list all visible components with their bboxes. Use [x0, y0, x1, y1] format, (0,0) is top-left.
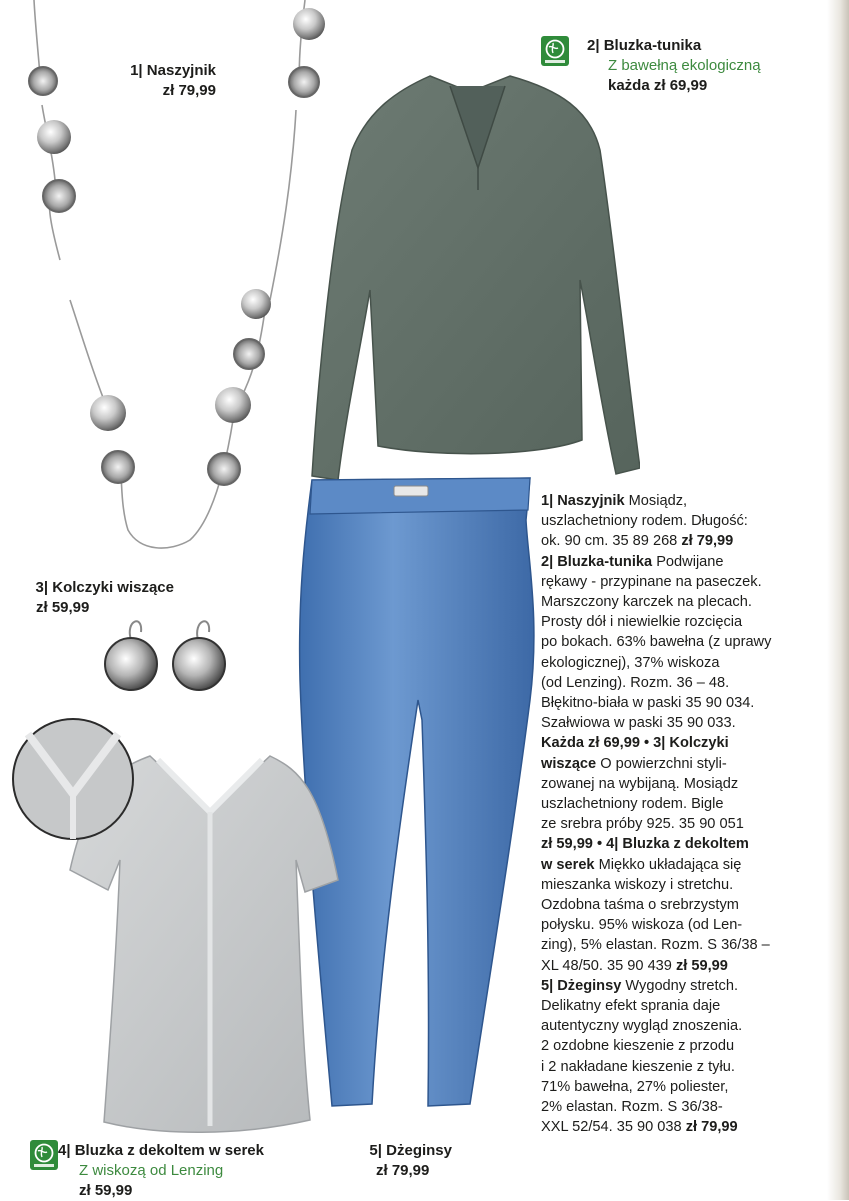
necklace-name: Naszyjnik	[146, 62, 216, 79]
jeggings-price: zł 79,99	[376, 1162, 430, 1179]
description-line	[541, 572, 796, 592]
description-text: połysku. 95% wiskoza (od Len-	[541, 917, 743, 934]
description-line	[541, 834, 796, 854]
blouse-price: zł 59,99	[79, 1182, 133, 1199]
description-text: i 2 nakładane kieszenie z tyłu.	[541, 1058, 735, 1075]
description-text: Błękitno-biała w paski 35 90 034.	[541, 695, 755, 712]
description-line	[541, 511, 796, 531]
description-text: autentyczny wygląd znoszenia.	[541, 1018, 743, 1035]
earrings-price: zł 59,99	[36, 599, 90, 616]
jeggings-label	[330, 1141, 452, 1181]
description-text: zing), 5% elastan. Rozm. S 36/38 –	[541, 937, 770, 954]
description-text: rękawy - przypinane na paseczek.	[541, 573, 762, 590]
description-line	[541, 1077, 796, 1097]
earrings-image	[95, 610, 235, 700]
description-text: Delikatny efekt sprania daje	[541, 998, 721, 1015]
description-text: XXL 52/54. 35 90 038	[541, 1119, 686, 1136]
eco-badge-tunic	[541, 36, 569, 66]
necklace-medallion	[293, 8, 325, 40]
description-text: Podwijane	[652, 553, 724, 570]
description-bold-text: zł 59,99 • 4| Bluzka z dekoltem	[541, 836, 749, 853]
description-text: Prosty dół i niewielkie rozcięcia	[541, 614, 743, 631]
description-text: Marszczony karczek na plecach.	[541, 594, 752, 611]
description-line	[541, 976, 796, 996]
description-text: 71% bawełna, 27% poliester,	[541, 1078, 729, 1095]
description-text: Mosiądz,	[624, 493, 688, 509]
description-text: ze srebra próby 925. 35 90 051	[541, 816, 744, 833]
description-text: ok. 90 cm. 35 89 268	[541, 533, 682, 550]
necklace-crystal	[43, 180, 75, 212]
blouse-detail-circle	[8, 714, 138, 844]
blouse-subtitle: Z wiskozą od Lenzing	[79, 1162, 224, 1179]
description-text: (od Lenzing). Rozm. 36 – 48.	[541, 674, 730, 691]
necklace-medallion	[37, 120, 71, 154]
tunic-number: 2|	[587, 37, 600, 54]
description-text: Wygodny stretch.	[621, 977, 738, 994]
necklace-crystal	[102, 451, 134, 483]
necklace-medallion	[215, 387, 251, 423]
description-bold-text: zł 59,99	[675, 957, 728, 974]
description-line	[541, 673, 796, 693]
necklace-crystal	[234, 339, 264, 369]
description-line	[541, 653, 796, 673]
description-line	[541, 552, 796, 572]
tunic-name: Bluzka-tunika	[603, 37, 702, 54]
description-text: O powierzchni styli-	[596, 755, 727, 772]
description-bold-text: 1| Naszyjnik	[541, 493, 625, 509]
description-line	[541, 733, 796, 753]
necklace-label	[60, 61, 216, 101]
product-description	[541, 491, 796, 1138]
description-line	[541, 915, 796, 935]
necklace-medallion	[241, 289, 271, 319]
necklace-price: zł 79,99	[162, 82, 216, 99]
earrings-label	[0, 578, 174, 618]
description-bold-text: 2| Bluzka-tunika	[541, 553, 653, 570]
description-line	[541, 1036, 796, 1056]
jeggings-number: 5|	[369, 1142, 382, 1159]
description-bold-text: Każda zł 69,99 • 3| Kolczyki	[541, 735, 729, 752]
description-line	[541, 1016, 796, 1036]
earring-left	[105, 638, 157, 690]
description-bold-text: wiszące	[541, 755, 597, 772]
description-line	[541, 1097, 796, 1117]
description-line	[541, 612, 796, 632]
description-line	[541, 895, 796, 915]
description-text: zowanej na wybijaną. Mosiądz	[541, 775, 739, 792]
description-text: 2% elastan. Rozm. S 36/38-	[541, 1099, 723, 1116]
description-text: mieszanka wiskozy i stretchu.	[541, 876, 734, 893]
description-line	[541, 996, 796, 1016]
description-text: uszlachetniony rodem. Długość:	[541, 513, 748, 530]
description-line	[541, 693, 796, 713]
description-line	[541, 632, 796, 652]
necklace-medallion	[90, 395, 126, 431]
blouse-label	[58, 1141, 318, 1201]
necklace-number: 1|	[130, 62, 143, 79]
description-text: 2 ozdobne kieszenie z przodu	[541, 1038, 735, 1055]
description-line	[541, 814, 796, 834]
earring-right	[173, 638, 225, 690]
necklace-crystal	[208, 453, 240, 485]
description-line	[541, 935, 796, 955]
description-line	[541, 531, 796, 551]
tunic-price: każda zł 69,99	[608, 77, 708, 94]
description-text: XL 48/50. 35 90 439	[541, 957, 676, 974]
description-bold-text: zł 79,99	[681, 533, 734, 550]
description-line	[541, 855, 796, 875]
description-text: Ozdobna taśma o srebrzystym	[541, 897, 739, 914]
eco-badge-blouse	[30, 1140, 58, 1170]
description-line	[541, 754, 796, 774]
description-text: uszlachetniony rodem. Bigle	[541, 796, 724, 813]
description-line	[541, 774, 796, 794]
blouse-number: 4|	[58, 1142, 71, 1159]
earrings-number: 3|	[35, 579, 49, 596]
description-line	[541, 1057, 796, 1077]
description-text: po bokach. 63% bawełna (z uprawy	[541, 634, 772, 651]
description-line	[541, 956, 796, 976]
description-line	[541, 875, 796, 895]
description-bold-text: zł 79,99	[685, 1119, 738, 1136]
jeggings-name: Dżeginsy	[386, 1142, 452, 1159]
tunic-image	[310, 70, 640, 490]
description-line	[541, 592, 796, 612]
description-bold-text: w serek	[541, 856, 595, 873]
description-line	[541, 713, 796, 733]
description-line	[541, 1117, 796, 1137]
description-text: Szałwiowa w paski 35 90 033.	[541, 715, 736, 732]
description-line	[541, 491, 796, 511]
page-edge	[827, 0, 849, 1200]
necklace-crystal	[29, 67, 57, 95]
tunic-label	[587, 36, 807, 96]
tunic-subtitle: Z bawełną ekologiczną	[608, 57, 761, 74]
description-text: ekologicznej), 37% wiskoza	[541, 654, 720, 671]
earrings-name: Kolczyki wiszące	[52, 579, 174, 596]
description-text: Miękko układająca się	[594, 856, 742, 873]
description-bold-text: 5| Dżeginsy	[541, 977, 622, 994]
blouse-name: Bluzka z dekoltem w serek	[74, 1142, 264, 1159]
description-line	[541, 794, 796, 814]
